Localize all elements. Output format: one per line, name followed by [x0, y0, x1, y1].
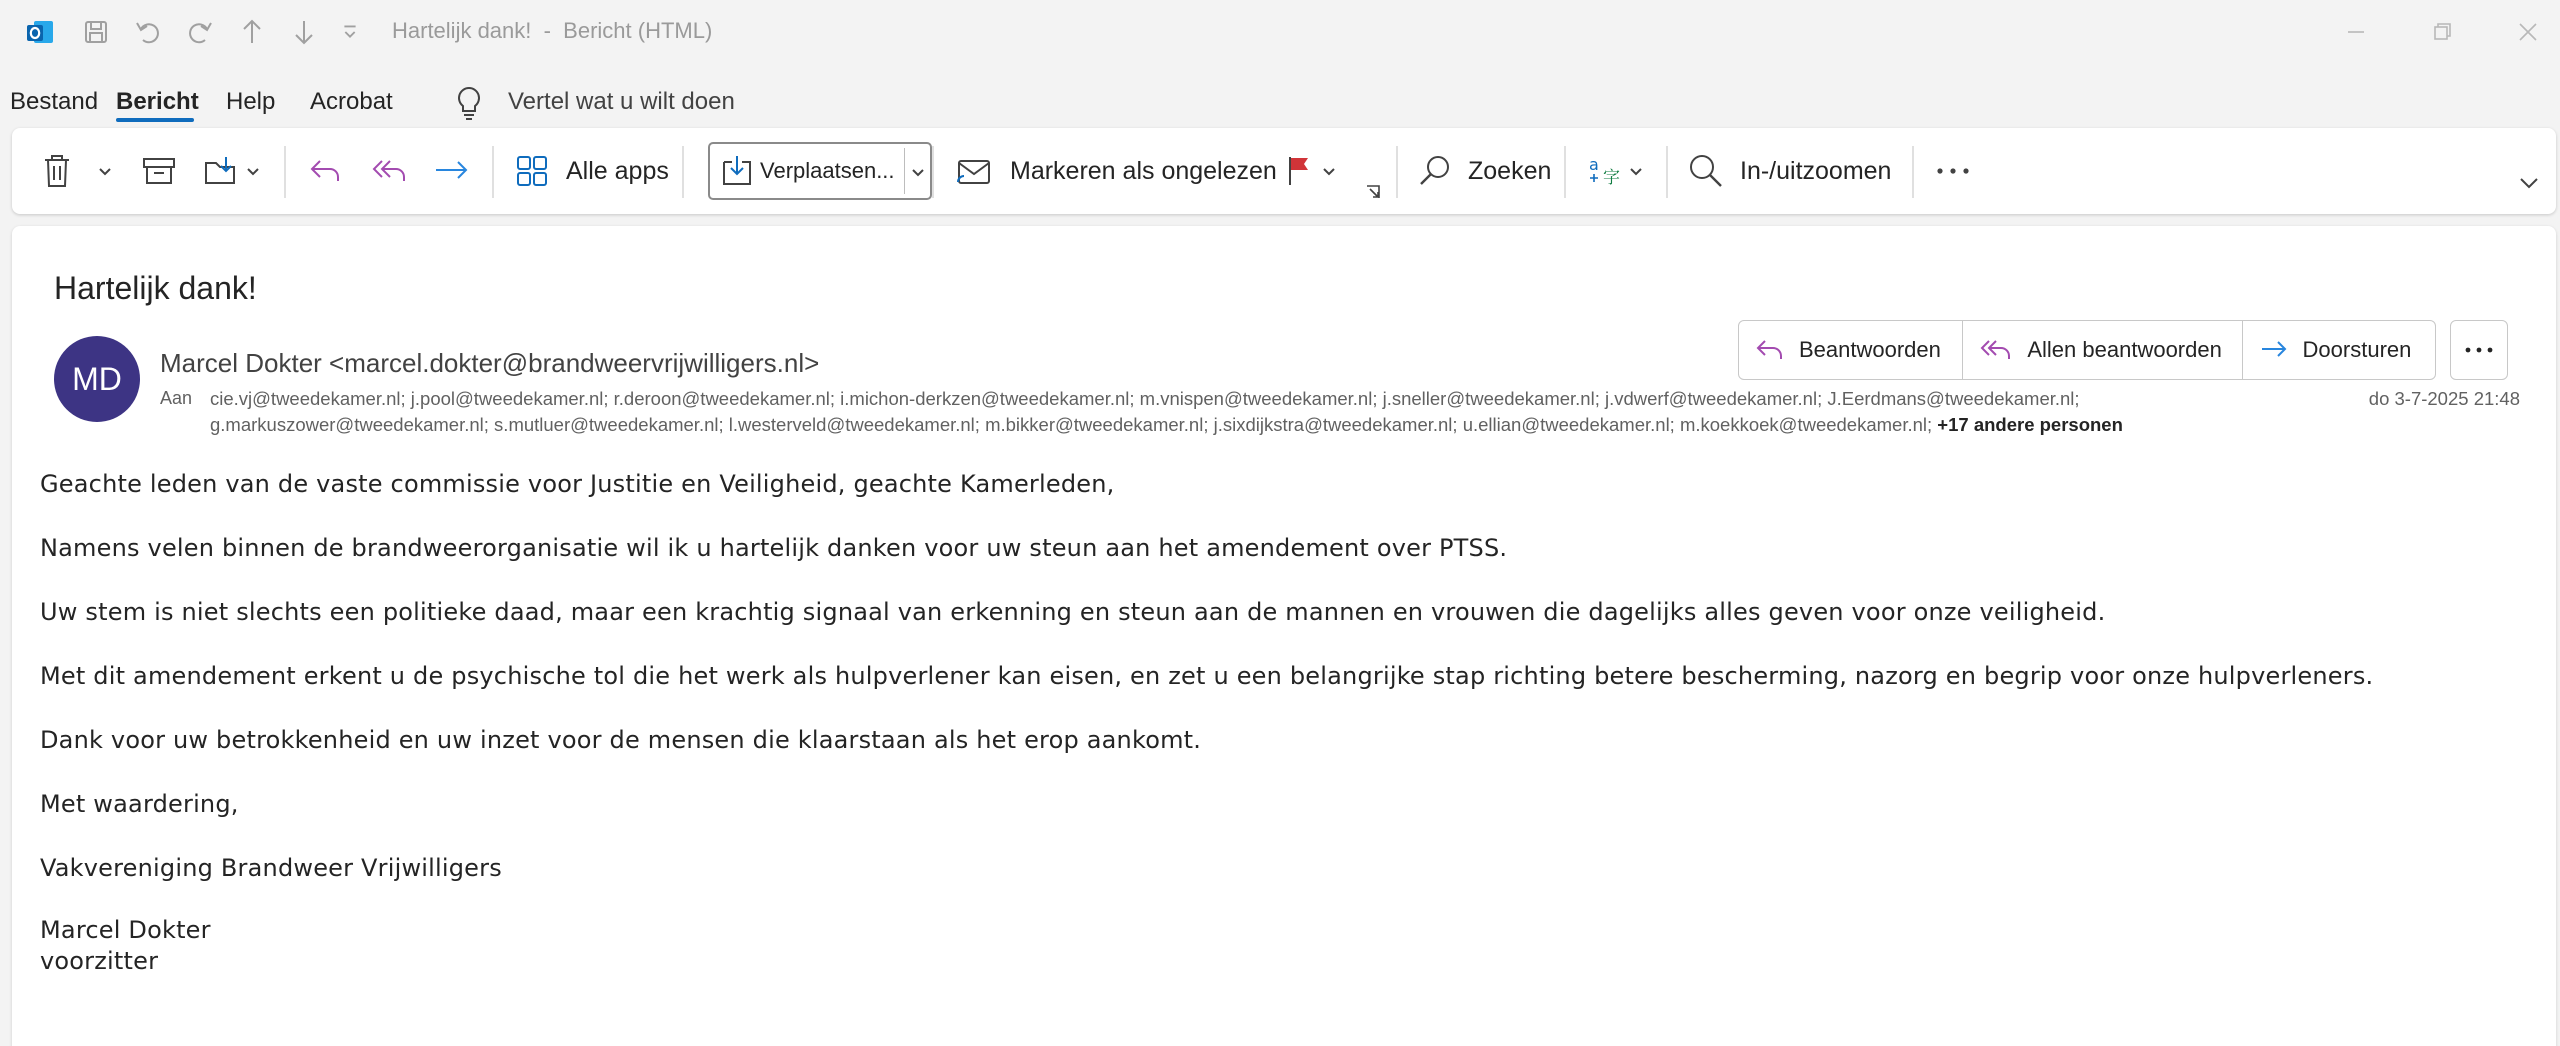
- ribbon-divider: [682, 146, 684, 198]
- more-horizontal-icon: [1934, 165, 1974, 177]
- body-paragraph: Dank voor uw betrokkenheid en uw inzet voor de mensen die klaarstaan als het erop aankomt.: [40, 726, 1202, 754]
- ribbon-divider: [1396, 146, 1398, 198]
- delete-dropdown-chevron-icon[interactable]: [96, 128, 114, 214]
- body-paragraph: Met dit amendement erkent u de psychische tol die het werk als hulpverlener kan eisen, en zet u een belangrijke stap richting betere bescherming, nazorg en begrip voor onze hulpverleners.: [40, 662, 2374, 690]
- more-commands-button[interactable]: [1934, 128, 1974, 214]
- reply-icon: [306, 153, 344, 189]
- reply-all-label: Allen beantwoorden: [2027, 337, 2222, 362]
- forward-label: Doorsturen: [2302, 337, 2412, 362]
- avatar-initials: MD: [72, 360, 122, 397]
- more-recipients-link[interactable]: +17 andere personen: [1937, 414, 2123, 435]
- body-paragraph: Geachte leden van de vaste commissie voor Justitie en Veiligheid, geachte Kamerleden,: [40, 470, 1115, 498]
- more-horizontal-icon: [2463, 345, 2495, 355]
- recipients-line: [210, 414, 2123, 436]
- reply-all-button[interactable]: [1962, 321, 2241, 379]
- move-label: Verplaatsen...: [760, 158, 895, 183]
- delete-button[interactable]: [40, 128, 74, 214]
- body-paragraph: Namens velen binnen de brandweerorganisatie wil ik u hartelijk danken voor uw steun aan het amendement over PTSS.: [40, 534, 1508, 562]
- move-dropdown[interactable]: [708, 142, 932, 200]
- redo-icon[interactable]: [182, 14, 218, 50]
- mark-unread-button[interactable]: [954, 128, 1277, 214]
- tab-bestand[interactable]: Bestand: [10, 88, 99, 115]
- ribbon-divider: [932, 146, 934, 198]
- flag-icon: [1284, 153, 1316, 189]
- dialog-launcher-icon[interactable]: [1364, 178, 1382, 206]
- message-subject: Hartelijk dank!: [54, 270, 257, 306]
- signature-name: Marcel Dokter: [40, 916, 211, 944]
- apps-grid-icon: [514, 153, 550, 189]
- move-folder-icon: [202, 153, 242, 189]
- sender-name[interactable]: Marcel Dokter <marcel.dokter@brandweervrijwilligers.nl>: [160, 348, 820, 378]
- reply-button[interactable]: [1739, 321, 1962, 379]
- body-paragraph: Vakvereniging Brandweer Vrijwilligers: [40, 854, 502, 882]
- mark-unread-label: Markeren als ongelezen: [1010, 156, 1277, 185]
- recipients-line[interactable]: cie.vj@tweedekamer.nl; j.pool@tweedekamer.nl; r.deroon@tweedekamer.nl; i.michon-derkzen@tweedekamer.nl; m.vnispen@tweedekamer.nl; j.sneller@tweedekamer.nl; j.vdwerf@tweedekamer.nl; J.Eerdmans@tweedekamer.nl;: [210, 388, 2080, 409]
- chevron-down-icon: [244, 162, 262, 180]
- ribbon: [12, 128, 2556, 214]
- envelope-icon: [954, 152, 994, 190]
- ribbon-divider: [1912, 146, 1914, 198]
- tab-bericht[interactable]: Bericht: [116, 88, 199, 115]
- translate-icon: [1586, 152, 1626, 190]
- body-paragraph: Uw stem is niet slechts een politieke daad, maar een krachtig signaal van erkenning en steun aan de mannen en vrouwen die dagelijks alles geven voor onze veiligheid.: [40, 598, 2106, 626]
- trash-icon: [40, 151, 74, 191]
- ribbon-divider: [284, 146, 286, 198]
- collapse-ribbon-chevron-icon[interactable]: [2518, 168, 2540, 198]
- reply-actions-group: [1738, 320, 2436, 380]
- svg-text:a: a: [1589, 155, 1599, 174]
- translate-button[interactable]: [1586, 128, 1644, 214]
- avatar[interactable]: [54, 336, 140, 422]
- chevron-down-icon: [1320, 162, 1338, 180]
- chevron-down-icon[interactable]: [910, 164, 926, 180]
- forward-ribbon-button[interactable]: [432, 128, 472, 214]
- minimize-icon[interactable]: [2334, 10, 2378, 54]
- ribbon-divider: [1666, 146, 1668, 198]
- ribbon-divider: [1564, 146, 1566, 198]
- reply-ribbon-button[interactable]: [306, 128, 344, 214]
- flag-button[interactable]: [1284, 128, 1338, 214]
- search-label: Zoeken: [1468, 156, 1552, 185]
- reply-all-icon: [1979, 337, 2013, 363]
- recipients-text[interactable]: g.markuszower@tweedekamer.nl; s.mutluer@tweedekamer.nl; l.westerveld@tweedekamer.nl; m.bikker@tweedekamer.nl; j.sixdijkstra@tweedekamer.nl; u.ellian@tweedekamer.nl; m.koekkoek@tweedekamer.nl;: [210, 414, 1933, 435]
- search-icon: [1416, 152, 1454, 190]
- customize-quick-access-icon[interactable]: [336, 14, 364, 50]
- window-title: Hartelijk dank! - Bericht (HTML): [392, 18, 713, 43]
- ribbon-divider: [492, 146, 494, 198]
- tab-acrobat[interactable]: Acrobat: [310, 88, 393, 115]
- archive-icon: [140, 153, 178, 189]
- move-dropdown-divider: [904, 148, 905, 194]
- active-tab-indicator: [116, 118, 194, 122]
- signature-title: voorzitter: [40, 947, 159, 975]
- move-to-folder-button[interactable]: [202, 128, 262, 214]
- title-bar: [0, 0, 2560, 64]
- forward-icon: [432, 153, 472, 189]
- reply-label: Beantwoorden: [1799, 337, 1941, 362]
- chevron-down-icon: [1628, 163, 1644, 179]
- forward-button[interactable]: [2242, 321, 2435, 379]
- reading-pane: [12, 226, 2556, 1046]
- body-paragraph: Met waardering,: [40, 790, 239, 818]
- tab-help[interactable]: Help: [226, 88, 276, 115]
- restore-icon[interactable]: [2420, 10, 2464, 54]
- sent-date: do 3-7-2025 21:48: [2368, 388, 2520, 409]
- reply-icon: [1755, 337, 1785, 363]
- tell-me-search[interactable]: Vertel wat u wilt doen: [508, 88, 735, 115]
- archive-button[interactable]: [140, 128, 178, 214]
- svg-text:字: 字: [1603, 168, 1620, 188]
- all-apps-label: Alle apps: [566, 156, 669, 185]
- save-icon[interactable]: [78, 14, 114, 50]
- move-to-icon: [720, 154, 754, 188]
- to-label: Aan: [160, 388, 193, 408]
- lightbulb-icon[interactable]: [452, 84, 486, 122]
- more-actions-button[interactable]: [2450, 320, 2508, 380]
- outlook-logo-icon: [22, 14, 58, 50]
- zoom-button[interactable]: [1686, 128, 1891, 214]
- next-item-icon[interactable]: [286, 14, 322, 50]
- zoom-icon: [1686, 151, 1726, 191]
- reply-all-icon: [368, 153, 410, 189]
- zoom-label: In-/uitzoomen: [1740, 156, 1892, 185]
- previous-item-icon[interactable]: [234, 14, 270, 50]
- close-icon[interactable]: [2506, 10, 2550, 54]
- search-button[interactable]: [1416, 128, 1551, 214]
- undo-icon[interactable]: [130, 14, 166, 50]
- reply-all-ribbon-button[interactable]: [368, 128, 410, 214]
- all-apps-button[interactable]: [514, 128, 669, 214]
- forward-icon: [2259, 337, 2289, 363]
